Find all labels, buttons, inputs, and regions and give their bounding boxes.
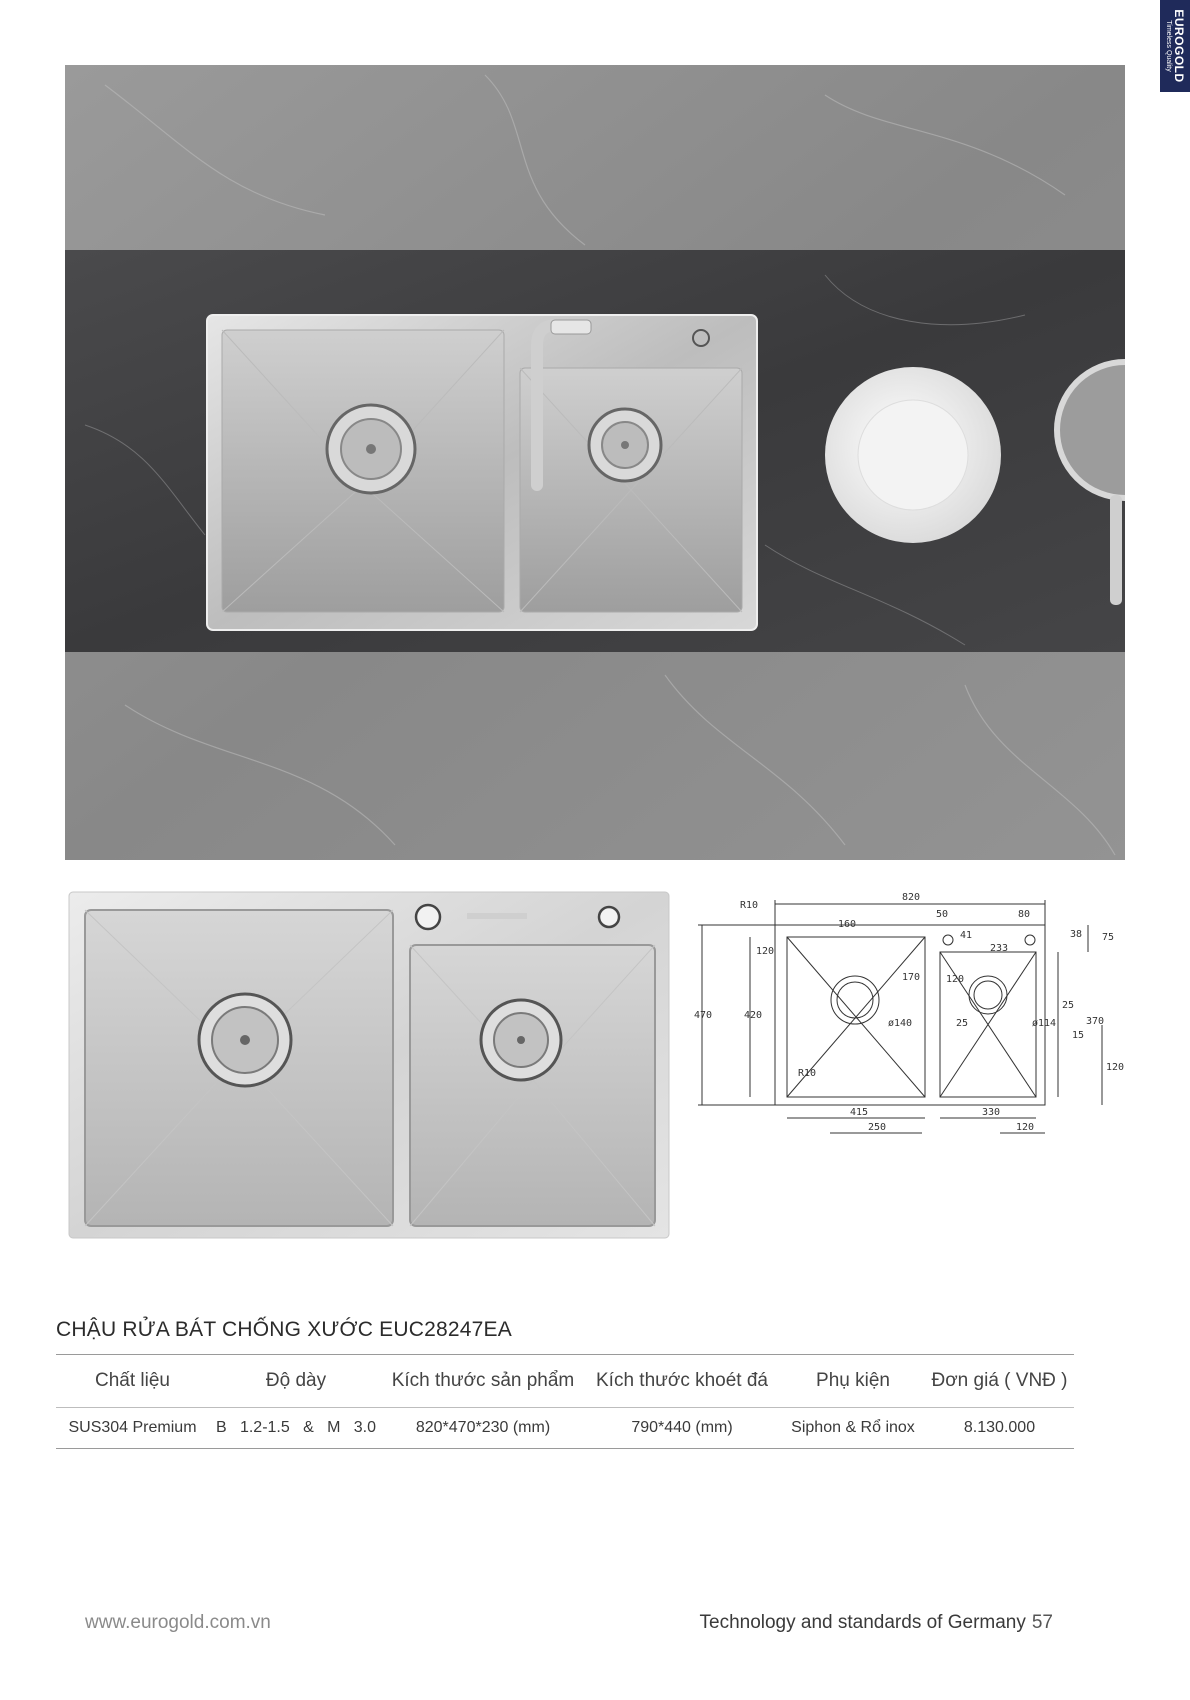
cell-price: 8.130.000 xyxy=(925,1408,1074,1449)
dim-label: 370 xyxy=(1086,1016,1105,1027)
dim-label: 120 xyxy=(1016,1122,1035,1133)
dim-label: 250 xyxy=(868,1122,887,1133)
dim-label: 50 xyxy=(936,909,949,920)
col-product-size: Kích thước sản phẩm xyxy=(383,1355,583,1408)
dim-label: 25 xyxy=(1062,1000,1075,1011)
dim-label: 120 xyxy=(946,974,965,985)
col-material: Chất liệu xyxy=(56,1355,209,1408)
dim-label: 420 xyxy=(744,1010,763,1021)
dim-label: 470 xyxy=(694,1010,713,1021)
spec-table xyxy=(56,1354,1074,1449)
dim-label: R10 xyxy=(740,900,759,911)
footer-slogan: Technology and standards of Germany xyxy=(699,1612,1026,1633)
dim-label: 120 xyxy=(756,946,775,957)
product-title: CHẬU RỬA BÁT CHỐNG XƯỚC EUC28247EA xyxy=(56,1318,512,1341)
dim-label: 75 xyxy=(1102,932,1115,943)
dim-label: 120 xyxy=(1106,1062,1125,1073)
dim-label: R10 xyxy=(798,1068,817,1079)
dim-label: 80 xyxy=(1018,909,1031,920)
dim-label: 15 xyxy=(1072,1030,1085,1041)
dim-label: 160 xyxy=(838,919,857,930)
dim-label: 415 xyxy=(850,1107,869,1118)
dim-label: 38 xyxy=(1070,929,1083,940)
footer-right xyxy=(700,1612,1054,1634)
col-cutout-size: Kích thước khoét đá xyxy=(583,1355,781,1408)
dim-label: 25 xyxy=(956,1018,969,1029)
dim-label: 41 xyxy=(960,930,973,941)
dim-label: 820 xyxy=(902,892,921,903)
footer-website[interactable]: www.eurogold.com.vn xyxy=(85,1612,271,1633)
dim-label: 330 xyxy=(982,1107,1001,1118)
page-number: 57 xyxy=(1031,1612,1053,1633)
dim-label: 170 xyxy=(902,972,921,983)
brand-tagline: Timeless Quality xyxy=(1165,20,1173,72)
col-accessories: Phụ kiện xyxy=(781,1355,925,1408)
col-thickness: Độ dày xyxy=(209,1355,383,1408)
dim-label: 233 xyxy=(990,943,1009,954)
product-image xyxy=(67,890,672,1240)
cell-accessories: Siphon & Rổ inox xyxy=(781,1408,925,1449)
technical-drawing xyxy=(690,890,1130,1140)
dim-label: ø114 xyxy=(1032,1018,1057,1029)
cell-cutout-size: 790*440 (mm) xyxy=(583,1408,781,1449)
cell-thickness: B 1.2-1.5 & M 3.0 xyxy=(209,1408,383,1449)
spec-header-row xyxy=(56,1355,1074,1408)
hero-photo xyxy=(65,65,1125,860)
col-price: Đơn giá ( VNĐ ) xyxy=(925,1355,1074,1408)
cell-product-size: 820*470*230 (mm) xyxy=(383,1408,583,1449)
brand-name: EUROGOLD xyxy=(1171,9,1186,83)
cell-material: SUS304 Premium xyxy=(56,1408,209,1449)
brand-tab xyxy=(1160,0,1190,92)
spec-row xyxy=(56,1408,1074,1449)
dim-label: ø140 xyxy=(888,1018,913,1029)
